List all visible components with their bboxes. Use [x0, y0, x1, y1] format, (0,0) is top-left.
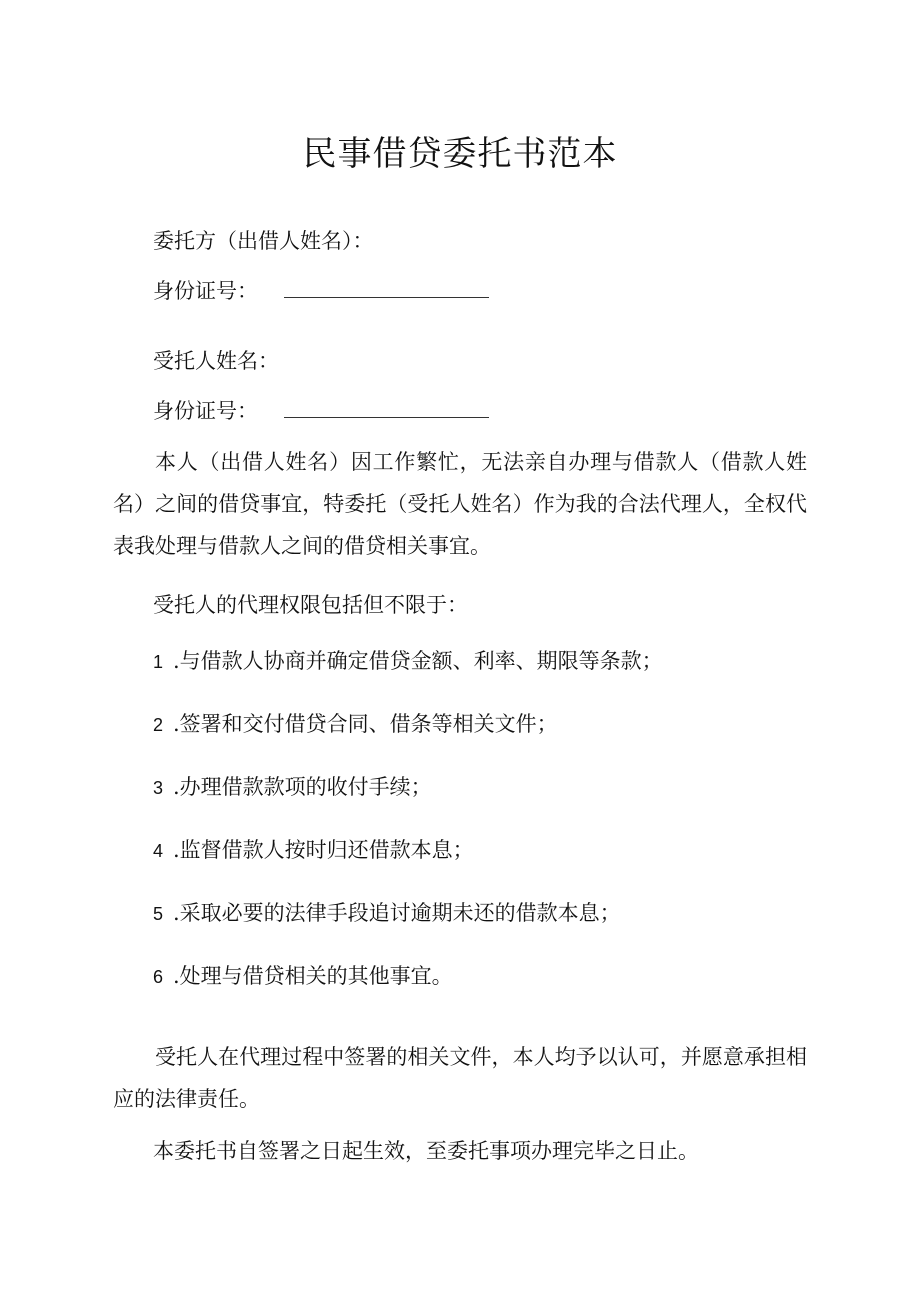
- list-item-number: 4: [153, 841, 164, 861]
- agent-id-blank-line: [284, 416, 489, 418]
- list-item-text: .与借款人协商并确定借贷金额、利率、期限等条款；: [173, 649, 663, 673]
- agent-label: 受托人姓名：: [153, 349, 279, 373]
- list-item-number: 3: [153, 778, 164, 798]
- document-title: 民事借贷委托书范本: [302, 134, 618, 174]
- list-item: [153, 961, 453, 992]
- principal-id-row: [153, 276, 489, 306]
- list-item: [153, 709, 558, 740]
- list-item-text: .办理借款款项的收付手续；: [173, 775, 432, 799]
- list-item-text: .采取必要的法律手段追讨逾期未还的借款本息；: [173, 901, 621, 925]
- scope-heading: 受托人的代理权限包括但不限于：: [153, 593, 468, 617]
- list-item-text: .处理与借贷相关的其他事宜。: [173, 964, 453, 988]
- principal-id-blank-line: [284, 296, 489, 298]
- list-item-number: 6: [153, 967, 164, 987]
- list-item: [153, 898, 621, 929]
- agent-id-label: 身份证号：: [153, 399, 258, 423]
- list-item: [153, 835, 474, 866]
- agent-id-row: [153, 396, 489, 426]
- list-item-text: .监督借款人按时归还借款本息；: [173, 838, 474, 862]
- principal-label: 委托方（出借人姓名）：: [153, 229, 374, 253]
- acknowledge-paragraph: 受托人在代理过程中签署的相关文件，本人均予以认可，并愿意承担相应的法律责任。: [113, 1045, 807, 1111]
- list-item: [153, 646, 663, 677]
- list-item: [153, 772, 432, 803]
- list-item-text: .签署和交付借贷合同、借条等相关文件；: [173, 712, 558, 736]
- list-item-number: 2: [153, 715, 164, 735]
- list-item-number: 5: [153, 904, 164, 924]
- principal-id-label: 身份证号：: [153, 279, 258, 303]
- intro-paragraph: 本人（出借人姓名）因工作繁忙，无法亲自办理与借款人（借款人姓名）之间的借贷事宜，特委托（受托人姓名）作为我的合法代理人，全权代表我处理与借款人之间的借贷相关事宜。: [113, 450, 807, 558]
- effective-paragraph: 本委托书自签署之日起生效，至委托事项办理完毕之日止。: [153, 1139, 699, 1163]
- list-item-number: 1: [153, 652, 164, 672]
